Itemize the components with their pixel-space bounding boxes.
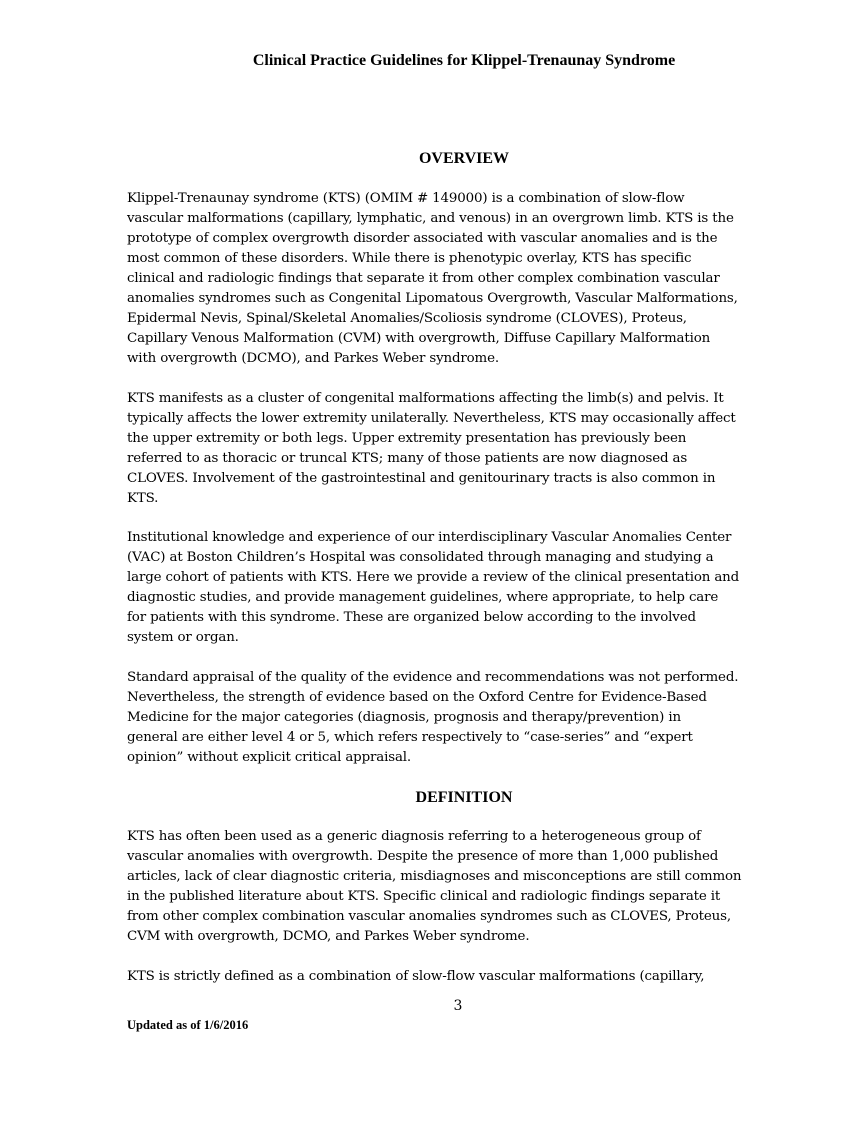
- overview-paragraph-3: [127, 528, 801, 648]
- text-line: KTS manifests as a cluster of congenital malformations affecting the limb(s) and pelvis. It: [127, 391, 724, 406]
- text-line: Epidermal Nevis, Spinal/Skeletal Anomalies/Scoliosis syndrome (CLOVES), Proteus,: [127, 311, 687, 326]
- page-title: Clinical Practice Guidelines for Klippel-Trenaunay Syndrome: [252, 52, 676, 69]
- text-line: large cohort of patients with KTS. Here we provide a review of the clinical presentation and: [127, 570, 740, 585]
- overview-paragraph-2: [127, 389, 801, 509]
- overview-heading: OVERVIEW: [418, 150, 510, 167]
- text-line: referred to as thoracic or truncal KTS; many of those patients are now diagnosed as: [127, 451, 688, 466]
- text-line: in the published literature about KTS. Specific clinical and radiologic findings separate it: [127, 889, 721, 904]
- text-line: typically affects the lower extremity unilaterally. Nevertheless, KTS may occasionally affect: [127, 411, 736, 426]
- text-line: for patients with this syndrome. These are organized below according to the involved: [127, 610, 696, 625]
- text-line: Medicine for the major categories (diagnosis, prognosis and therapy/prevention) in: [127, 710, 681, 725]
- text-line: most common of these disorders. While there is phenotypic overlay, KTS has specific: [127, 251, 692, 266]
- text-line: Klippel-Trenaunay syndrome (KTS) (OMIM # 149000) is a combination of slow-flow: [127, 191, 685, 206]
- text-line: articles, lack of clear diagnostic criteria, misdiagnoses and misconceptions are still common: [127, 869, 742, 884]
- text-line: KTS is strictly defined as a combination of slow-flow vascular malformations (capillary,: [127, 969, 705, 984]
- text-line: Capillary Venous Malformation (CVM) with overgrowth, Diffuse Capillary Malformation: [127, 331, 711, 346]
- text-line: from other complex combination vascular anomalies syndromes such as CLOVES, Proteus,: [127, 909, 731, 924]
- text-line: KTS has often been used as a generic diagnosis referring to a heterogeneous group of: [127, 829, 701, 844]
- text-line: opinion” without explicit critical appraisal.: [127, 750, 412, 765]
- text-line: CLOVES. Involvement of the gastrointestinal and genitourinary tracts is also common in: [127, 471, 716, 486]
- text-line: KTS.: [127, 491, 159, 506]
- text-line: clinical and radiologic findings that separate it from other complex combination vascular: [127, 271, 720, 286]
- text-line: vascular malformations (capillary, lymphatic, and venous) in an overgrown limb. KTS is the: [127, 211, 734, 226]
- updated-footer: Updated as of 1/6/2016: [127, 1018, 249, 1032]
- text-line: diagnostic studies, and provide management guidelines, where appropriate, to help care: [127, 590, 719, 605]
- text-line: vascular anomalies with overgrowth. Despite the presence of more than 1,000 published: [127, 849, 719, 864]
- text-line: with overgrowth (DCMO), and Parkes Weber syndrome.: [127, 351, 499, 366]
- definition-paragraph-2: [127, 967, 801, 987]
- text-line: (VAC) at Boston Children’s Hospital was consolidated through managing and studying a: [127, 550, 714, 565]
- overview-paragraph-4: [127, 668, 801, 768]
- text-line: the upper extremity or both legs. Upper extremity presentation has previously been: [127, 431, 687, 446]
- text-line: prototype of complex overgrowth disorder associated with vascular anomalies and is the: [127, 231, 718, 246]
- text-line: system or organ.: [127, 630, 239, 645]
- text-line: Standard appraisal of the quality of the evidence and recommendations was not performed.: [127, 670, 739, 685]
- text-line: general are either level 4 or 5, which refers respectively to “case-series” and “expert: [127, 730, 693, 745]
- text-line: Nevertheless, the strength of evidence based on the Oxford Centre for Evidence-Based: [127, 690, 707, 705]
- page-number: 3: [453, 998, 463, 1014]
- definition-heading: DEFINITION: [415, 789, 513, 806]
- text-line: anomalies syndromes such as Congenital Lipomatous Overgrowth, Vascular Malformations,: [127, 291, 738, 306]
- text-line: CVM with overgrowth, DCMO, and Parkes Weber syndrome.: [127, 929, 530, 944]
- overview-paragraph-1: [127, 189, 801, 369]
- definition-paragraph-1: [127, 827, 801, 947]
- text-line: Institutional knowledge and experience of our interdisciplinary Vascular Anomalies Center: [127, 530, 732, 545]
